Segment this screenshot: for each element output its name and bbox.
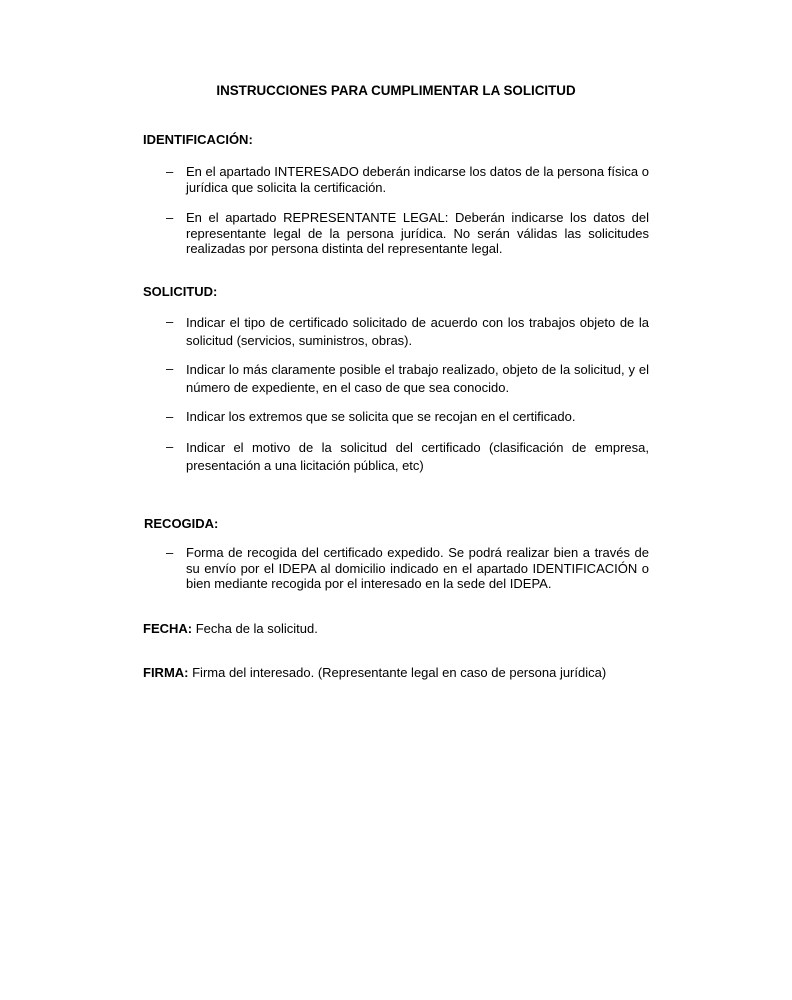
list-item-text: Indicar lo más claramente posible el trabajo realizado, objeto de la solicitud, y el número de expediente, en el caso de que sea conocido. (186, 362, 649, 395)
fecha-text: Fecha de la solicitud. (192, 621, 318, 636)
identificacion-heading: IDENTIFICACIÓN: (143, 132, 253, 147)
bullet-dash: – (166, 439, 174, 454)
list-item-text: Indicar el tipo de certificado solicitado de acuerdo con los trabajos objeto de la solicitud (servicios, suministros, obras). (186, 315, 649, 348)
fecha-label: FECHA: (143, 621, 193, 636)
list-item-text: En el apartado INTERESADO deberán indicarse los datos de la persona física o jurídica que solicita la certificación. (186, 164, 649, 195)
bullet-dash: – (166, 210, 174, 225)
solicitud-heading: SOLICITUD: (143, 284, 218, 299)
bullet-dash: – (166, 314, 174, 329)
page-title: INSTRUCCIONES PARA CUMPLIMENTAR LA SOLICITUD (216, 83, 576, 98)
list-item-text: Indicar el motivo de la solicitud del certificado (clasificación de empresa, presentación a una licitación pública, etc) (186, 440, 649, 473)
list-item-text: En el apartado REPRESENTANTE LEGAL: Deberán indicarse los datos del representante legal de la persona jurídica. No serán válidas las solicitudes realizadas por persona distinta del representante legal. (186, 210, 649, 256)
firma-label: FIRMA: (143, 665, 189, 680)
list-item-text: Indicar los extremos que se solicita que se recojan en el certificado. (186, 409, 576, 424)
bullet-dash: – (166, 409, 174, 424)
bullet-dash: – (166, 164, 174, 179)
fecha-line (143, 621, 318, 637)
list-item-text: Forma de recogida del certificado expedido. Se podrá realizar bien a través de su envío por el IDEPA al domicilio indicado en el apartado IDENTIFICACIÓN o bien mediante recogida por el interesado en la sede del IDEPA. (186, 545, 649, 591)
firma-line (143, 665, 606, 681)
bullet-dash: – (166, 361, 174, 376)
recogida-heading: RECOGIDA: (144, 516, 219, 531)
firma-text: Firma del interesado. (Representante legal en caso de persona jurídica) (188, 665, 607, 680)
bullet-dash: – (166, 545, 174, 560)
